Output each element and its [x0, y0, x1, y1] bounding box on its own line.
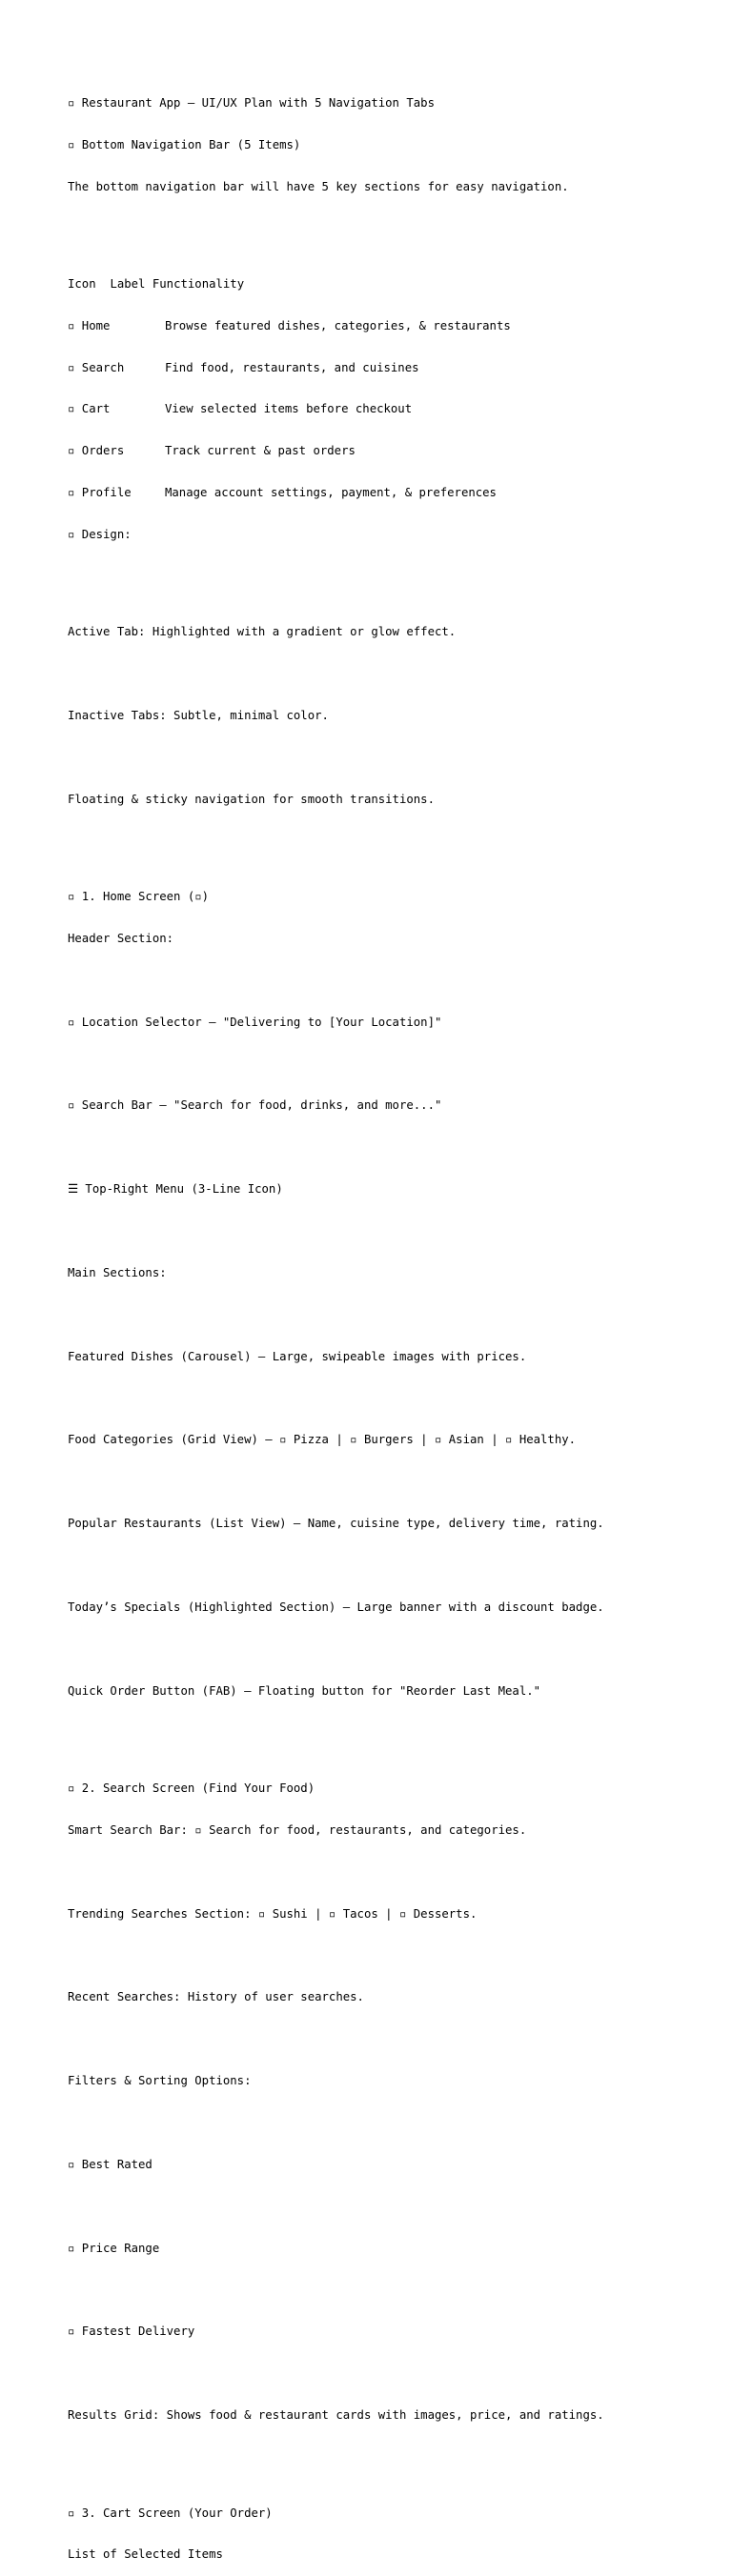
table-row: [68, 319, 725, 333]
table-cell-functionality: Find food, restaurants, and cuisines: [165, 360, 419, 374]
spacer: [68, 1140, 725, 1155]
paragraph-bottom-nav-intro: The bottom navigation bar will have 5 key sections for easy navigation.: [68, 179, 569, 193]
table-cell-label: ▫ Orders: [68, 444, 125, 458]
table-row: [68, 528, 725, 542]
table-header-label: Label: [110, 277, 146, 292]
table-cell-functionality: Track current & past orders: [165, 444, 356, 458]
table-header: [68, 277, 725, 292]
doc-title: ▫ Restaurant App – UI/UX Plan with 5 Navigation Tabs: [68, 96, 435, 111]
spacer: [68, 1224, 725, 1238]
paragraph-todays-specials: Today’s Specials (Highlighted Section) – Large banner with a discount badge.: [68, 1600, 604, 1614]
table-row: [68, 402, 725, 416]
paragraph-active-tab: Active Tab: Highlighted with a gradient or glow effect.: [68, 625, 457, 639]
spacer: [68, 1475, 725, 1489]
paragraph-search-bar: ▫ Search Bar – "Search for food, drinks, and more...": [68, 1098, 442, 1113]
list-item-fastest-delivery: ▫ Fastest Delivery: [68, 2324, 195, 2339]
spacer: [68, 1642, 725, 1657]
spacer: [68, 222, 725, 236]
table-cell-label: ▫ Design:: [68, 527, 132, 541]
section-heading-home: ▫ 1. Home Screen (▫): [68, 890, 210, 904]
table-cell-label: ▫ Cart: [68, 402, 111, 416]
section-heading-cart: ▫ 3. Cart Screen (Your Order): [68, 2506, 273, 2520]
paragraph-popular-restaurants: Popular Restaurants (List View) – Name, cuisine type, delivery time, rating.: [68, 1517, 604, 1531]
paragraph-floating-nav: Floating & sticky navigation for smooth transitions.: [68, 792, 435, 806]
spacer: [68, 1057, 725, 1071]
spacer: [68, 2450, 725, 2465]
subheading-header-section: Header Section:: [68, 931, 174, 945]
spacer: [68, 1308, 725, 1322]
table-header-functionality: Functionality: [152, 277, 245, 292]
spacer: [68, 751, 725, 765]
spacer: [68, 974, 725, 988]
spacer: [68, 1865, 725, 1880]
document-body: [68, 69, 725, 2576]
table-row: [68, 444, 725, 458]
spacer: [68, 2116, 725, 2130]
table-row: [68, 486, 725, 500]
paragraph-filters-sorting: Filters & Sorting Options:: [68, 2074, 252, 2088]
spacer: [68, 1948, 725, 1962]
section-heading-bottom-nav: ▫ Bottom Navigation Bar (5 Items): [68, 137, 301, 151]
paragraph-trending-searches: Trending Searches Section: ▫ Sushi | ▫ Tacos | ▫ Desserts.: [68, 1906, 478, 1921]
paragraph-inactive-tabs: Inactive Tabs: Subtle, minimal color.: [68, 708, 329, 722]
subheading-main-sections: Main Sections:: [68, 1265, 167, 1279]
spacer: [68, 1391, 725, 1405]
paragraph-recent-searches: Recent Searches: History of user searches.: [68, 1990, 364, 2004]
table-cell-label: ▫ Home: [68, 318, 111, 332]
table-cell-label: ▫ Search: [68, 360, 125, 374]
spacer: [68, 2366, 725, 2381]
table-cell-label: ▫ Profile: [68, 486, 132, 500]
table-cell-functionality: Browse featured dishes, categories, & restaurants: [165, 318, 511, 332]
paragraph-location-selector: ▫ Location Selector – "Delivering to [Your Location]": [68, 1015, 442, 1029]
table-row: [68, 361, 725, 375]
paragraph-food-categories: Food Categories (Grid View) – ▫ Pizza | ▫ Burgers | ▫ Asian | ▫ Healthy.: [68, 1433, 577, 1447]
spacer: [68, 570, 725, 584]
spacer: [68, 834, 725, 848]
spacer: [68, 2283, 725, 2297]
list-item-best-rated: ▫ Best Rated: [68, 2157, 152, 2171]
table-cell-functionality: Manage account settings, payment, & preferences: [165, 486, 497, 500]
section-heading-search: ▫ 2. Search Screen (Find Your Food): [68, 1781, 315, 1796]
spacer: [68, 667, 725, 681]
spacer: [68, 2200, 725, 2214]
spacer: [68, 2032, 725, 2046]
table-header-icon: Icon: [68, 277, 96, 292]
spacer: [68, 1726, 725, 1741]
paragraph-featured-dishes: Featured Dishes (Carousel) – Large, swipeable images with prices.: [68, 1349, 527, 1363]
paragraph-results-grid: Results Grid: Shows food & restaurant cards with images, price, and ratings.: [68, 2408, 604, 2423]
paragraph-selected-items: List of Selected Items: [68, 2547, 223, 2562]
table-cell-functionality: View selected items before checkout: [165, 402, 413, 416]
paragraph-top-right-menu: ☰ Top-Right Menu (3-Line Icon): [68, 1182, 283, 1197]
paragraph-quick-order: Quick Order Button (FAB) – Floating button for "Reorder Last Meal.": [68, 1683, 541, 1698]
spacer: [68, 1559, 725, 1573]
paragraph-smart-search-bar: Smart Search Bar: ▫ Search for food, restaurants, and categories.: [68, 1822, 527, 1837]
list-item-price-range: ▫ Price Range: [68, 2241, 160, 2255]
